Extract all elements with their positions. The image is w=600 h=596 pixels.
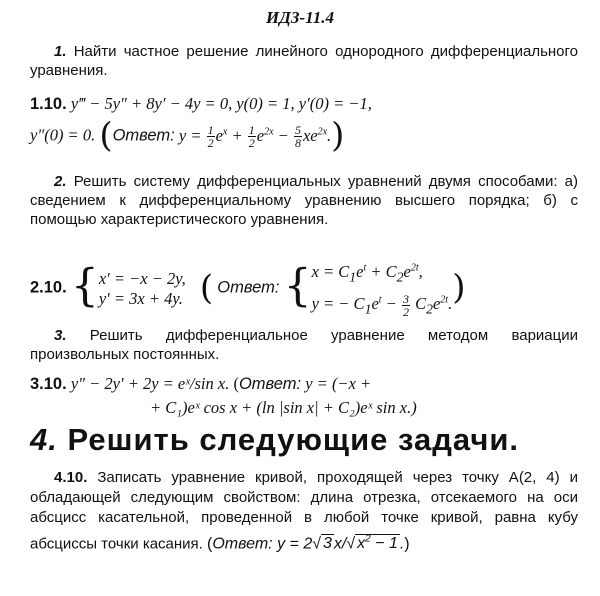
task2-answer-line1: $x = C_1e^t + C_2e^{2t}$, xyxy=(311,261,423,284)
task1-answer-line: y″(0) = 0. (Ответ: y = $\frac{1}{2}$ $e^x$ + $\frac{1}{2}$ $e^{2x}$ − $\frac{5}{8}$ $xe^{2x}$.) xyxy=(30,115,345,156)
task3-answer-line2 xyxy=(150,396,580,419)
task3-equation-text: y″ − 2y′ + 2y = eˣ/sin x. xyxy=(70,374,230,393)
task4-label: 4.10. xyxy=(54,469,88,486)
task2-system-equations xyxy=(99,269,186,309)
task1-text: Найти частное решение линейного однородного дифференциального уравнения. xyxy=(30,43,579,79)
task3-number: 3. xyxy=(54,327,67,344)
task4-answer: y = 2√ 3 x/√ $x^2 - 1$ . xyxy=(277,534,405,553)
task2-system-line1: x′ = −x − 2y, xyxy=(98,268,186,288)
task1-answer: y = $\frac{1}{2}$ $e^x$ + $\frac{1}{2}$ $e^{2x}$ − $\frac{5}{8}$ $xe^{2x}$. xyxy=(178,123,332,151)
task1-label: 1.10. xyxy=(30,95,67,113)
task1-answer-label: Ответ: xyxy=(112,126,175,145)
task4-statement: 4.10. Записать уравнение кривой, проходящей через точку A(2, 4) и обладающей следующим свойством: длина отрезка, отсекаемого на оси абсцисс касательной, проведенной в любой точке кривой, равна кубу абсциссы точки касания. (Ответ: y = 2√ 3 x/√ $x^2 - 1$ .) xyxy=(30,469,578,553)
task1-number: 1. xyxy=(54,43,67,60)
task1-statement xyxy=(30,42,578,80)
task4-answer-label: Ответ: xyxy=(212,535,273,553)
task2-system-line2: y′ = 3x + 4y. xyxy=(98,288,183,308)
task2-label: 2.10. xyxy=(30,278,67,297)
task1-equation-line1: y‴ − 5y″ + 8y′ − 4y = 0, y(0) = 1, y′(0) = −1, xyxy=(70,94,372,113)
task3-label: 3.10. xyxy=(30,375,67,393)
task2-system: 2.10. {x′ = −x − 2y, y′ = 3x + 4y. ( Ответ: {$x = C_1e^t + C_2e^{2t}$, y = − $C_1e^t$ − $\frac{3}{2}$ $C_2e^{2t}$.) xyxy=(30,256,578,306)
task3-text: Решить дифференциальное уравнение методом вариации произвольных постоянных. xyxy=(30,327,578,363)
task2-statement xyxy=(30,172,578,229)
task1-equation xyxy=(30,92,578,116)
task3-statement xyxy=(30,326,578,364)
task3-answer-part2: + C₁)eˣ cos x + (ln |sin x| + C₂)eˣ sin x.) xyxy=(150,398,417,417)
document-title: ИДЗ-11.4 xyxy=(266,8,334,27)
task4-heading xyxy=(30,422,578,458)
task2-text: Решить систему дифференциальных уравнений двумя способами: а) сведением к дифференциальному уравнению высшего порядка; б) с помощью характеристического уравнения. xyxy=(30,173,578,228)
task2-number: 2. xyxy=(54,173,67,190)
task4-text: Записать уравнение кривой, проходящей через точку A(2, 4) и обладающей следующим свойством: длина отрезка, отсекаемого на оси абсцисс касательной, проведенной в любой точке кривой, равна кубу абсциссы точки касания. xyxy=(30,469,578,553)
task2-answer-line2: y = − $C_1e^t$ − $\frac{3}{2}$ $C_2e^{2t}$. xyxy=(311,292,453,320)
task3-equation: 3.10. y″ − 2y′ + 2y = eˣ/sin x. (Ответ: y = (−x + xyxy=(30,374,372,393)
task2-answer xyxy=(312,256,453,322)
task3-answer-part1: y = (−x + xyxy=(305,374,372,393)
task2-answer-label: Ответ: xyxy=(217,278,280,297)
task4-heading-text: Решить следующие задачи. xyxy=(67,422,520,457)
task4-number: 4. xyxy=(30,422,58,457)
task1-initial-condition: y″(0) = 0. xyxy=(30,125,96,145)
task3-answer-label: Ответ: xyxy=(238,375,302,393)
